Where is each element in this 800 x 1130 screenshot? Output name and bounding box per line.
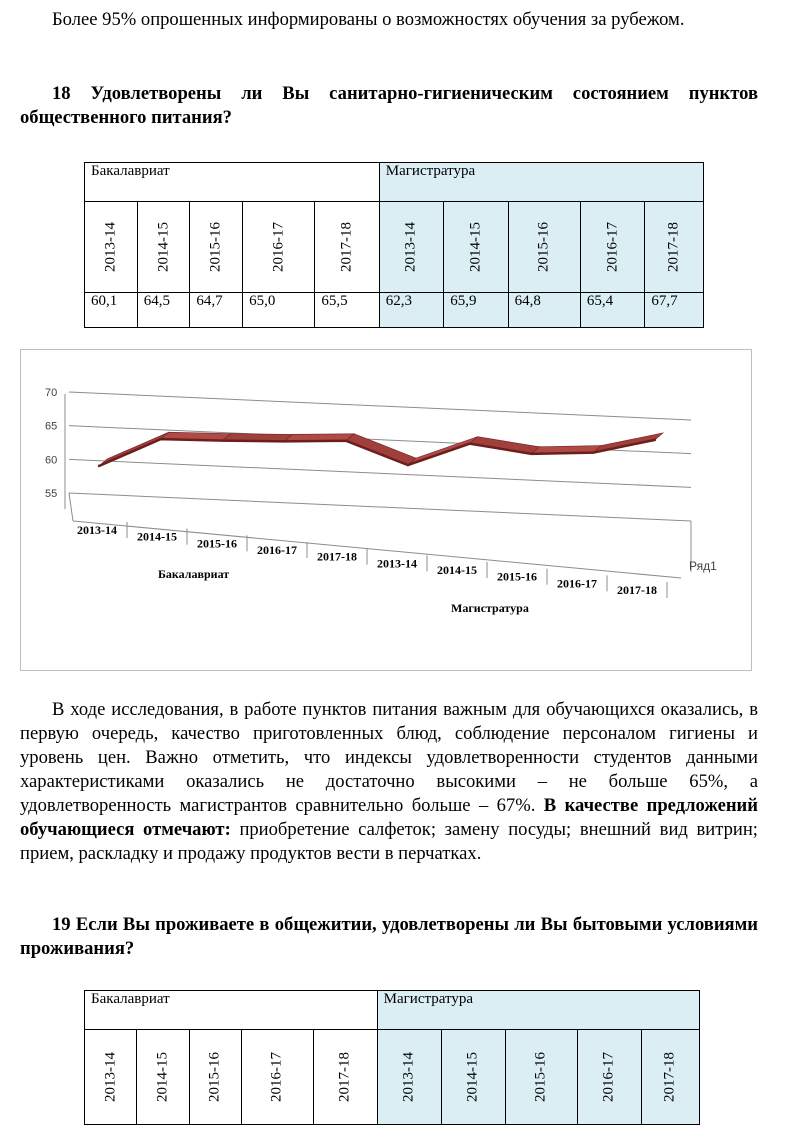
table-18-value: 64,8 [508,293,580,328]
data-point [221,439,223,441]
table-18-year: 2013-14 [379,202,443,293]
table-19-year: 2014-15 [137,1030,189,1125]
x-tick-label: 2015-16 [497,569,537,584]
x-tick-label: 2014-15 [137,529,177,544]
satisfaction-chart [20,349,752,671]
table-18-year: 2017-18 [315,202,379,293]
x-tick-label: 2013-14 [77,523,117,537]
intro-paragraph: Более 95% опрошенных информированы о возможностях обучения за рубежом. [52,9,685,30]
x-group-label: Бакалавриат [158,567,230,581]
table-18-value: 65,5 [315,293,379,328]
y-tick-label: 70 [45,387,58,399]
table-18-year: 2016-17 [243,202,315,293]
legend-label: Ряд1 [689,559,717,573]
table-18 [84,162,704,328]
table-19-year: 2016-17 [241,1030,313,1125]
table-18-year: 2016-17 [580,202,644,293]
x-tick-label: 2017-18 [317,549,357,564]
table-19-year: 2017-18 [313,1030,377,1125]
data-point [345,440,347,442]
data-point [654,439,656,441]
table-18-value: 65,4 [580,293,644,328]
x-group-label: Магистратура [451,601,529,615]
table-19-year: 2013-14 [377,1030,441,1125]
table-18-master-header: Магистратура [379,163,703,202]
table-18-value: 65,9 [444,293,508,328]
data-point [530,453,532,455]
y-tick-label: 60 [45,454,58,467]
main-paragraph [20,698,758,866]
table-18-years-row [85,202,704,293]
table-18-year: 2017-18 [645,202,704,293]
table-18-bachelor-header: Бакалавриат [85,163,380,202]
table-19-years-row [85,1030,700,1125]
proposals-label: В качестве предложений обучающиеся отмечают: [20,795,758,840]
table-18-values-row [85,293,704,328]
table-18-year: 2014-15 [137,202,190,293]
x-tick-label: 2016-17 [557,576,597,591]
question-19-heading: 19 Если Вы проживаете в общежитии, удовлетворены ли Вы бытовыми условиями проживания? [20,914,758,959]
main-paragraph-text: В ходе исследования, в работе пунктов питания важным для обучающихся оказались, в первую очередь, качество приготовленных блюд, соблюдение персоналом гигиены и уровень цен. Важно отметить, что индексы удовлетворенности студентов данными характеристиками оказались не достаточно высокими – не больше 65%, а удовлетворенность магистрантов сравнительно больше – 67%. [20,699,758,816]
data-point [160,438,162,440]
series-ribbon-segment [346,434,416,465]
table-19-year: 2017-18 [641,1030,699,1125]
data-point [98,465,100,467]
table-18-value: 67,7 [645,293,704,328]
table-18-year: 2014-15 [444,202,508,293]
x-tick-label: 2017-18 [617,583,657,597]
question-18-heading: 18 Удовлетворены ли Вы санитарно-гигиеническим состоянием пунктов общественного питания? [20,83,758,128]
gridline [69,459,691,487]
table-19-master-header: Магистратура [377,991,699,1030]
table-19-year: 2014-15 [441,1030,505,1125]
table-18-year: 2015-16 [508,202,580,293]
chart-canvas [21,350,751,670]
data-point [468,442,470,444]
data-point [283,440,285,442]
table-18-value: 62,3 [379,293,443,328]
x-tick-label: 2014-15 [437,563,477,577]
data-point [407,464,409,466]
table-18-year: 2013-14 [85,202,138,293]
table-19-year: 2016-17 [577,1030,641,1125]
data-point [592,451,594,453]
x-tick-label: 2015-16 [197,536,237,551]
proposals-text: приобретение салфеток; замену посуды; внешний вид витрин; прием, раскладку и продажу продуктов вести в перчатках. [20,819,758,864]
table-19-year: 2015-16 [189,1030,241,1125]
y-tick-label: 55 [45,488,58,500]
gridline [69,493,691,521]
table-18-value: 65,0 [243,293,315,328]
table-18-value: 64,5 [137,293,190,328]
table-18-value: 60,1 [85,293,138,328]
table-19-year: 2013-14 [85,1030,137,1125]
table-19 [84,990,700,1125]
table-18-value: 64,7 [190,293,243,328]
table-19-bachelor-header: Бакалавриат [85,991,378,1030]
x-tick-label: 2016-17 [257,543,297,557]
table-19-year: 2015-16 [505,1030,577,1125]
gridline [69,392,691,420]
y-tick-label: 65 [45,420,58,433]
x-tick-label: 2013-14 [377,556,417,571]
floor-edge [69,493,73,521]
table-18-year: 2015-16 [190,202,243,293]
